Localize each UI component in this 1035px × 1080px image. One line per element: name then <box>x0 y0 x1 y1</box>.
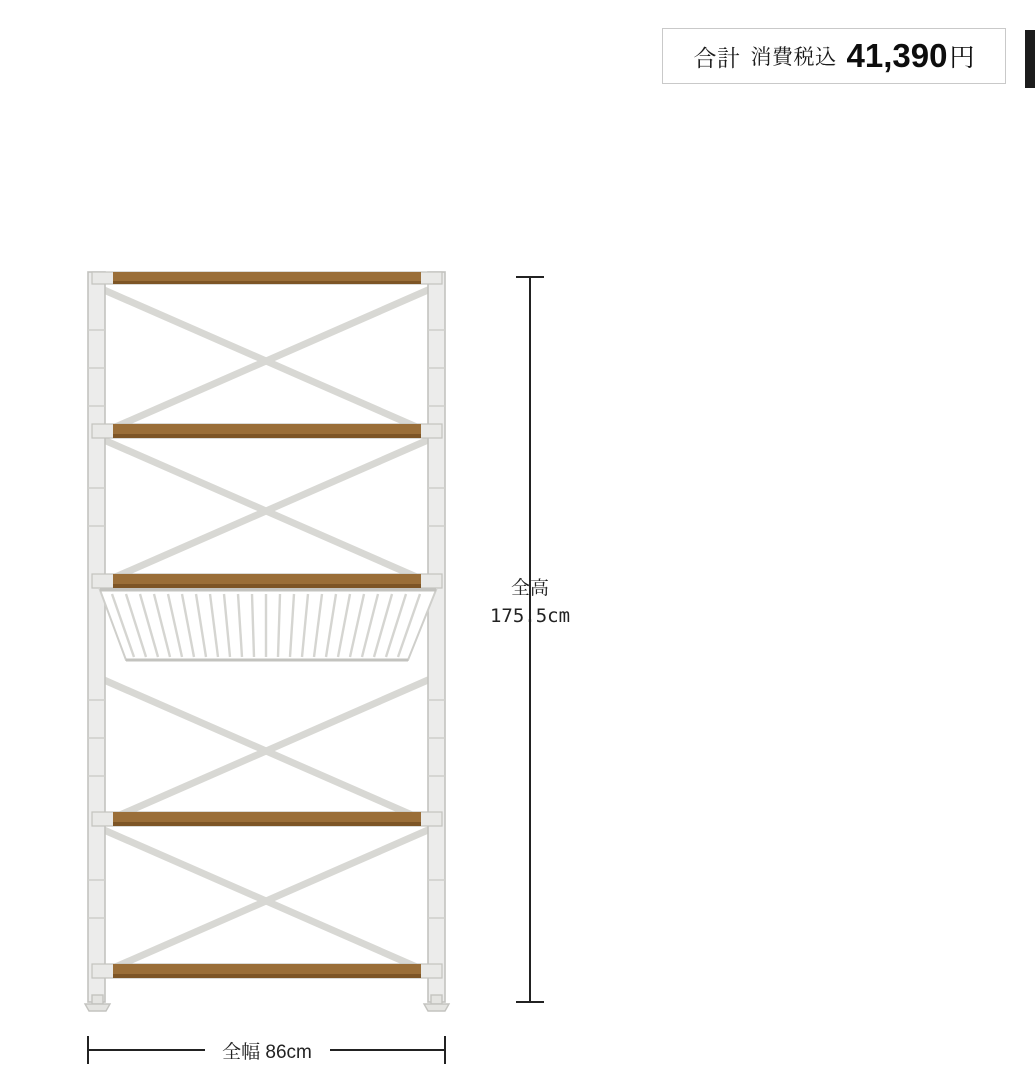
total-label: 合計 <box>693 44 741 71</box>
width-dimension-label: 全幅 86cm <box>222 1042 312 1063</box>
height-dimension-label: 全高 <box>510 578 550 599</box>
shelf-feet <box>85 995 449 1011</box>
tax-included-label: 消費税込 <box>750 46 837 69</box>
currency-symbol: 円 <box>949 44 975 72</box>
price-amount: 41,390 <box>846 37 948 74</box>
shelf-frame-illustration <box>85 272 449 1011</box>
wire-basket <box>100 590 436 660</box>
height-dimension <box>516 277 544 1002</box>
height-dimension-value: 175.5cm <box>489 605 571 627</box>
